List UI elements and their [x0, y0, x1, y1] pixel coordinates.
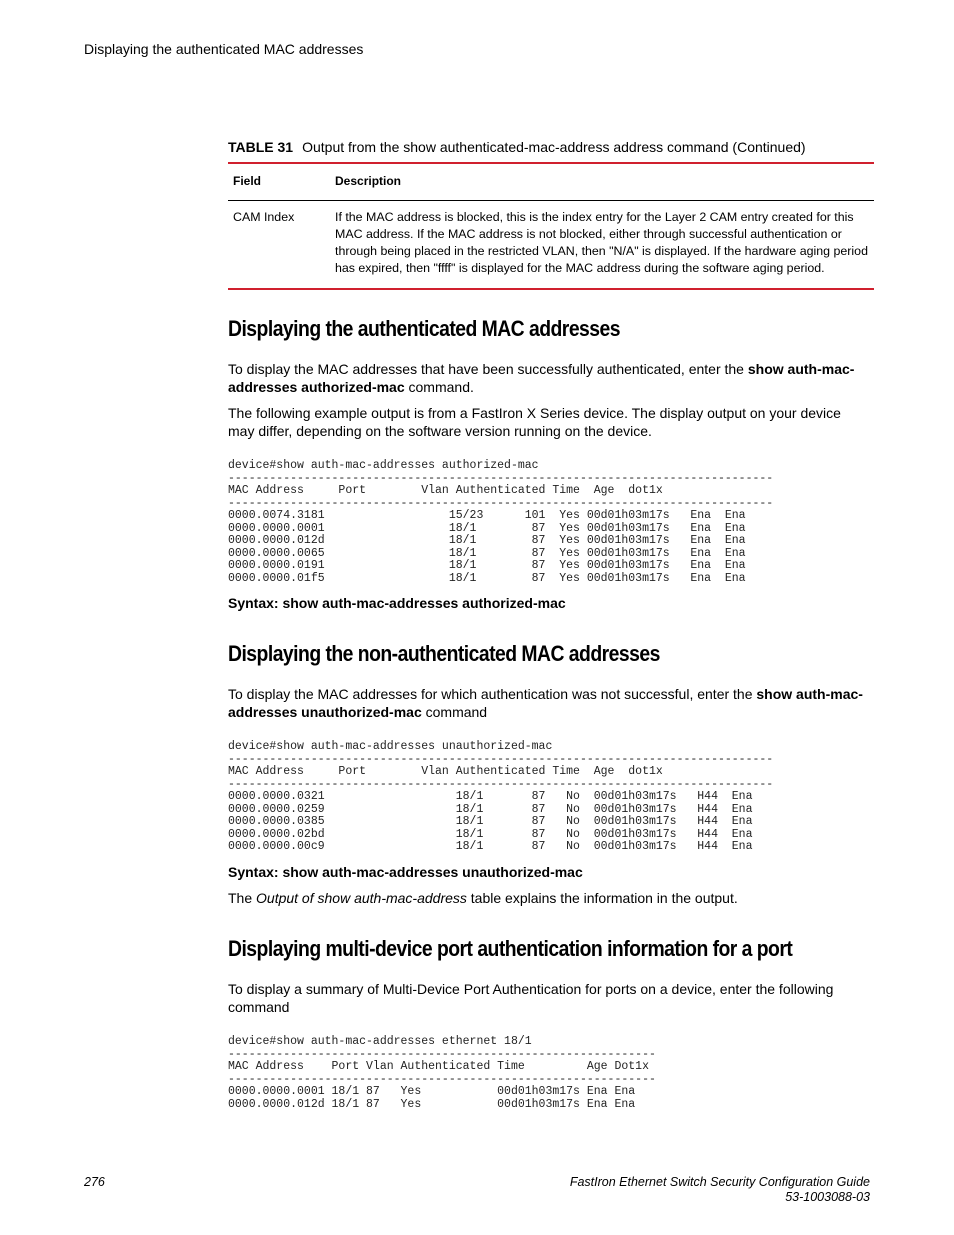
table-bottom-rule: [228, 288, 874, 290]
section-2-note: The Output of show auth-mac-address table explains the information in the output.: [228, 890, 738, 906]
table-header-rule: [228, 200, 874, 201]
section-1-paragraph-2: The following example output is from a FastIron X Series device. The display output on your device may differ, depending on the software version running on the device.: [228, 405, 841, 439]
section-heading-non-authenticated: Displaying the non-authenticated MAC addresses: [228, 641, 660, 666]
table-cell-description: If the MAC address is blocked, this is the index entry for the Layer 2 CAM entry created for this MAC address. If the MAC address is not blocked, either through successful authentication or through being placed in the restricted VLAN, then "N/A" is displayed. If the hardware aging period has expired, then "ffff" is displayed for the MAC address during the software aging period.: [335, 210, 868, 275]
footer-doc-title: FastIron Ethernet Switch Security Configuration Guide: [569, 1175, 870, 1189]
table-top-rule: [228, 162, 874, 164]
table-label: TABLE 31: [228, 139, 294, 155]
running-header: Displaying the authenticated MAC addresses: [84, 41, 364, 57]
table-header-field: Field: [233, 174, 262, 188]
code-ethernet-port: device#show auth-mac-addresses ethernet 18/1 -------------------------------------------------------------- MAC Address Port Vlan Authenticated Time Age Dot1x -------------------------------------------------------------- 0000.0000.0001 18/1 87 Yes 00d01h03m17s Ena Ena 0000.0000.012d 18/1 87 Yes 00d01h03m17s Ena Ena: [228, 1035, 656, 1111]
table-caption: [228, 139, 806, 155]
code-authorized-mac: device#show auth-mac-addresses authorized-mac ------------------------------------------------------------------------------- MAC Address Port Vlan Authenticated Time Age dot1x ------------------------------------------------------------------------------- 0000.0074.3181 15/23 101 Yes 00d01h03m17s Ena Ena 0000.0000.0001 18/1 87 Yes 00d01h03m17s Ena Ena 0000.0000.012d 18/1 87 Yes 00d01h03m17s Ena Ena 0000.0000.0065 18/1 87 Yes 00d01h03m17s Ena Ena 0000.0000.0191 18/1 87 Yes 00d01h03m17s Ena Ena 0000.0000.01f5 18/1 87 Yes 00d01h03m17s Ena Ena: [228, 459, 774, 585]
page-number: 276: [84, 1175, 105, 1189]
table-caption-text: Output from the show authenticated-mac-address address command (Continued): [302, 139, 806, 155]
table-header-description: Description: [335, 174, 402, 188]
section-1-paragraph-1: To display the MAC addresses that have been successfully authenticated, enter the show auth-mac-addresses authorized-mac command.: [228, 361, 855, 395]
footer-doc-number: 53-1003088-03: [785, 1190, 870, 1204]
table-cell-field: CAM Index: [233, 210, 295, 224]
syntax-unauthorized-mac: Syntax: show auth-mac-addresses unauthorized-mac: [228, 864, 583, 880]
section-heading-authenticated: Displaying the authenticated MAC addresses: [228, 316, 621, 341]
syntax-authorized-mac: Syntax: show auth-mac-addresses authorized-mac: [228, 595, 566, 611]
code-unauthorized-mac: device#show auth-mac-addresses unauthorized-mac ------------------------------------------------------------------------------- MAC Address Port Vlan Authenticated Time Age dot1x ------------------------------------------------------------------------------- 0000.0000.0321 18/1 87 No 00d01h03m17s H44 Ena 0000.0000.0259 18/1 87 No 00d01h03m17s H44 Ena 0000.0000.0385 18/1 87 No 00d01h03m17s H44 Ena 0000.0000.02bd 18/1 87 No 00d01h03m17s H44 Ena 0000.0000.00c9 18/1 87 No 00d01h03m17s H44 Ena: [228, 740, 774, 853]
section-3-paragraph-1: To display a summary of Multi-Device Port Authentication for ports on a device, enter the following command: [228, 981, 834, 1015]
section-heading-multi-device: Displaying multi-device port authentication information for a port: [228, 936, 793, 961]
footer-doc-info: [570, 1175, 870, 1205]
section-2-paragraph-1: To display the MAC addresses for which authentication was not successful, enter the show auth-mac-addresses unauthorized-mac command: [228, 686, 863, 720]
